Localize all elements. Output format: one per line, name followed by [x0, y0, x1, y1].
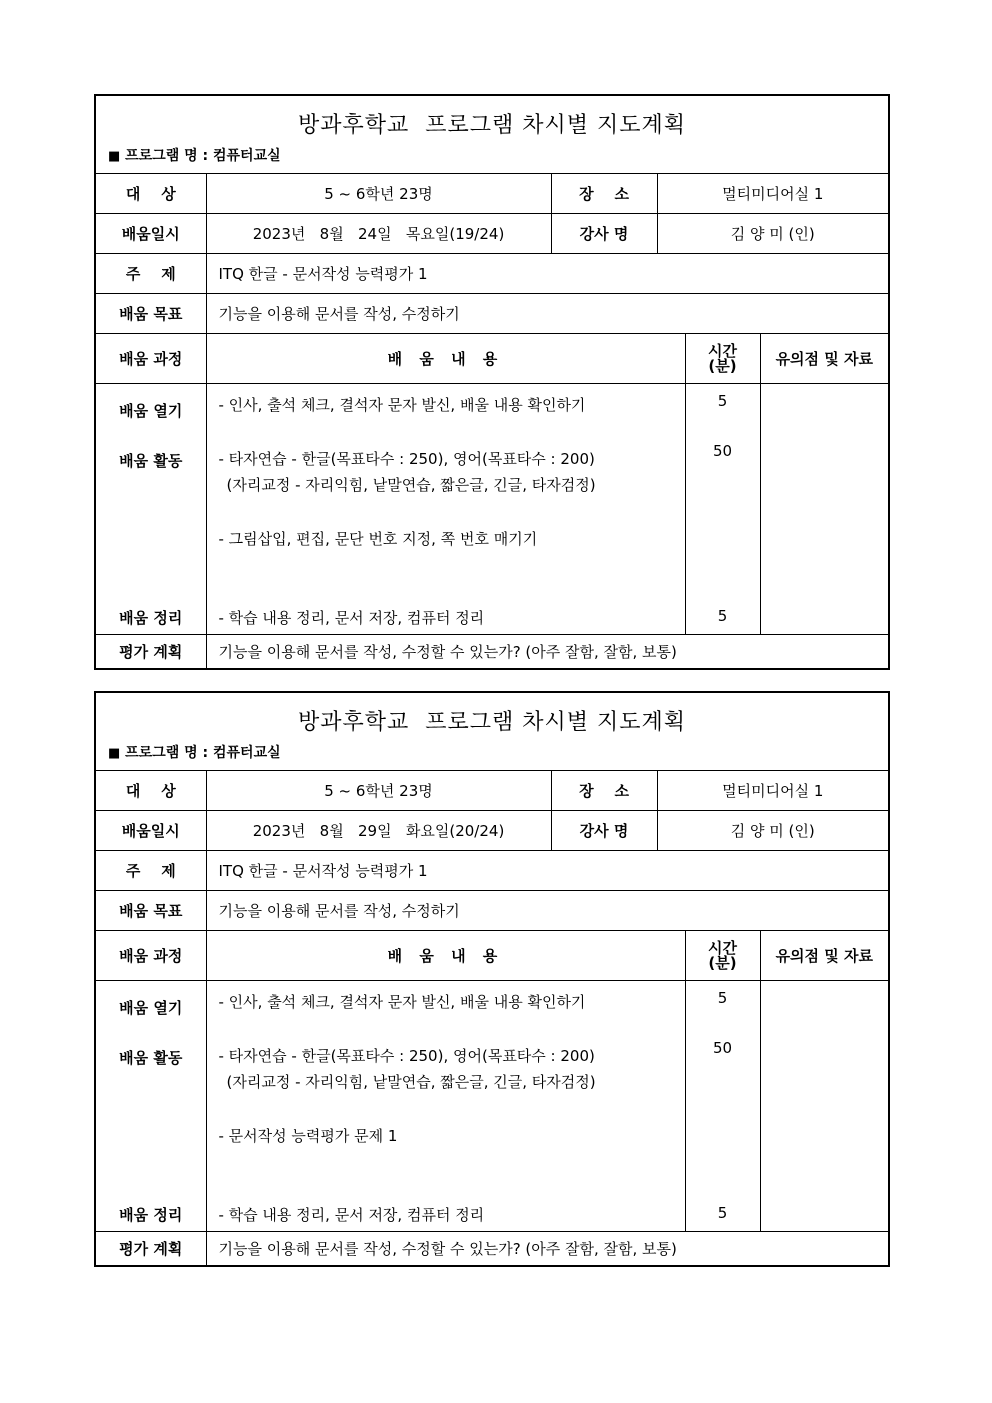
stage-activity: 배움 활동 — [119, 1049, 183, 1067]
stage-open: 배움 열기 — [119, 999, 183, 1017]
content-activity-task: - 문서작성 능력평가 문제 1 — [218, 1127, 398, 1145]
time-header-line2: (분) — [708, 356, 737, 375]
topic-value: ITQ 한글 - 문서작성 능력평가 1 — [218, 265, 428, 283]
date-label: 배움일시 — [121, 225, 180, 243]
time-open: 5 — [717, 392, 728, 410]
target-value: 5 ~ 6학년 23명 — [324, 782, 433, 800]
notes-cell — [760, 981, 889, 1232]
place-value: 멀티미디어실 1 — [722, 185, 824, 203]
content-open: - 인사, 출석 체크, 결석자 문자 발신, 배울 내용 확인하기 — [218, 993, 586, 1011]
goal-label: 배움 목표 — [119, 305, 183, 323]
lesson-plan-table — [94, 94, 890, 670]
place-label: 장 소 — [579, 185, 629, 203]
content-activity-typing: - 타자연습 - 한글(목표타수 : 250), 영어(목표타수 : 200) — [218, 450, 595, 468]
content-activity-task: - 그림삽입, 편집, 문단 번호 지정, 쪽 번호 매기기 — [218, 530, 538, 548]
content-activity-typing: - 타자연습 - 한글(목표타수 : 250), 영어(목표타수 : 200) — [218, 1047, 595, 1065]
target-value: 5 ~ 6학년 23명 — [324, 185, 433, 203]
eval-label: 평가 계획 — [119, 1239, 183, 1258]
target-label: 대 상 — [125, 185, 176, 203]
teacher-label: 강사 명 — [579, 225, 629, 243]
stage-close: 배움 정리 — [119, 609, 183, 627]
time-header-line1: 시간 — [708, 341, 737, 360]
date-label: 배움일시 — [121, 822, 180, 840]
teacher-value: 김 양 미 (인) — [730, 822, 815, 840]
notes-cell — [760, 384, 889, 635]
content-header: 배 움 내 용 — [387, 947, 504, 965]
goal-value: 기능을 이용해 문서를 작성, 수정하기 — [218, 305, 460, 323]
program-name: 프로그램 명 : 컴퓨터교실 — [125, 148, 281, 164]
content-close: - 학습 내용 정리, 문서 저장, 컴퓨터 정리 — [218, 1206, 485, 1224]
time-activity: 50 — [712, 442, 733, 460]
plan-title: 방과후학교 프로그램 차시별 지도계획 — [298, 710, 687, 735]
goal-value: 기능을 이용해 문서를 작성, 수정하기 — [218, 902, 460, 920]
stage-close: 배움 정리 — [119, 1206, 183, 1224]
teacher-label: 강사 명 — [579, 822, 629, 840]
notes-header: 유의점 및 자료 — [775, 947, 873, 965]
topic-label: 주 제 — [125, 265, 176, 283]
time-activity: 50 — [712, 1039, 733, 1057]
eval-value: 기능을 이용해 문서를 작성, 수정할 수 있는가? (아주 잘함, 잘함, 보통) — [218, 1239, 677, 1258]
content-close: - 학습 내용 정리, 문서 저장, 컴퓨터 정리 — [218, 609, 485, 627]
process-label: 배움 과정 — [119, 350, 183, 368]
time-close: 5 — [717, 1204, 728, 1222]
place-value: 멀티미디어실 1 — [722, 782, 824, 800]
topic-value: ITQ 한글 - 문서작성 능력평가 1 — [218, 862, 428, 880]
content-header: 배 움 내 용 — [387, 350, 504, 368]
process-label: 배움 과정 — [119, 947, 183, 965]
square-bullet-icon: ■ — [108, 149, 121, 164]
plan-title: 방과후학교 프로그램 차시별 지도계획 — [298, 113, 687, 138]
content-open: - 인사, 출석 체크, 결석자 문자 발신, 배울 내용 확인하기 — [218, 396, 586, 414]
stage-activity: 배움 활동 — [119, 452, 183, 470]
time-header-line1: 시간 — [708, 938, 737, 957]
square-bullet-icon: ■ — [108, 746, 121, 761]
place-label: 장 소 — [579, 782, 629, 800]
eval-label: 평가 계획 — [119, 642, 183, 661]
eval-value: 기능을 이용해 문서를 작성, 수정할 수 있는가? (아주 잘함, 잘함, 보통) — [218, 642, 677, 661]
time-open: 5 — [717, 989, 728, 1007]
program-name: 프로그램 명 : 컴퓨터교실 — [125, 745, 281, 761]
time-close: 5 — [717, 607, 728, 625]
date-value: 2023년 8월 24일 목요일(19/24) — [252, 225, 505, 243]
lesson-plan-table — [94, 691, 890, 1267]
teacher-value: 김 양 미 (인) — [730, 225, 815, 243]
content-activity-typing-detail: (자리교정 - 자리익힘, 낱말연습, 짧은글, 긴글, 타자검정) — [226, 1073, 596, 1091]
target-label: 대 상 — [125, 782, 176, 800]
notes-header: 유의점 및 자료 — [775, 350, 873, 368]
topic-label: 주 제 — [125, 862, 176, 880]
stage-open: 배움 열기 — [119, 402, 183, 420]
time-header-line2: (분) — [708, 953, 737, 972]
content-activity-typing-detail: (자리교정 - 자리익힘, 낱말연습, 짧은글, 긴글, 타자검정) — [226, 476, 596, 494]
date-value: 2023년 8월 29일 화요일(20/24) — [252, 822, 505, 840]
goal-label: 배움 목표 — [119, 902, 183, 920]
